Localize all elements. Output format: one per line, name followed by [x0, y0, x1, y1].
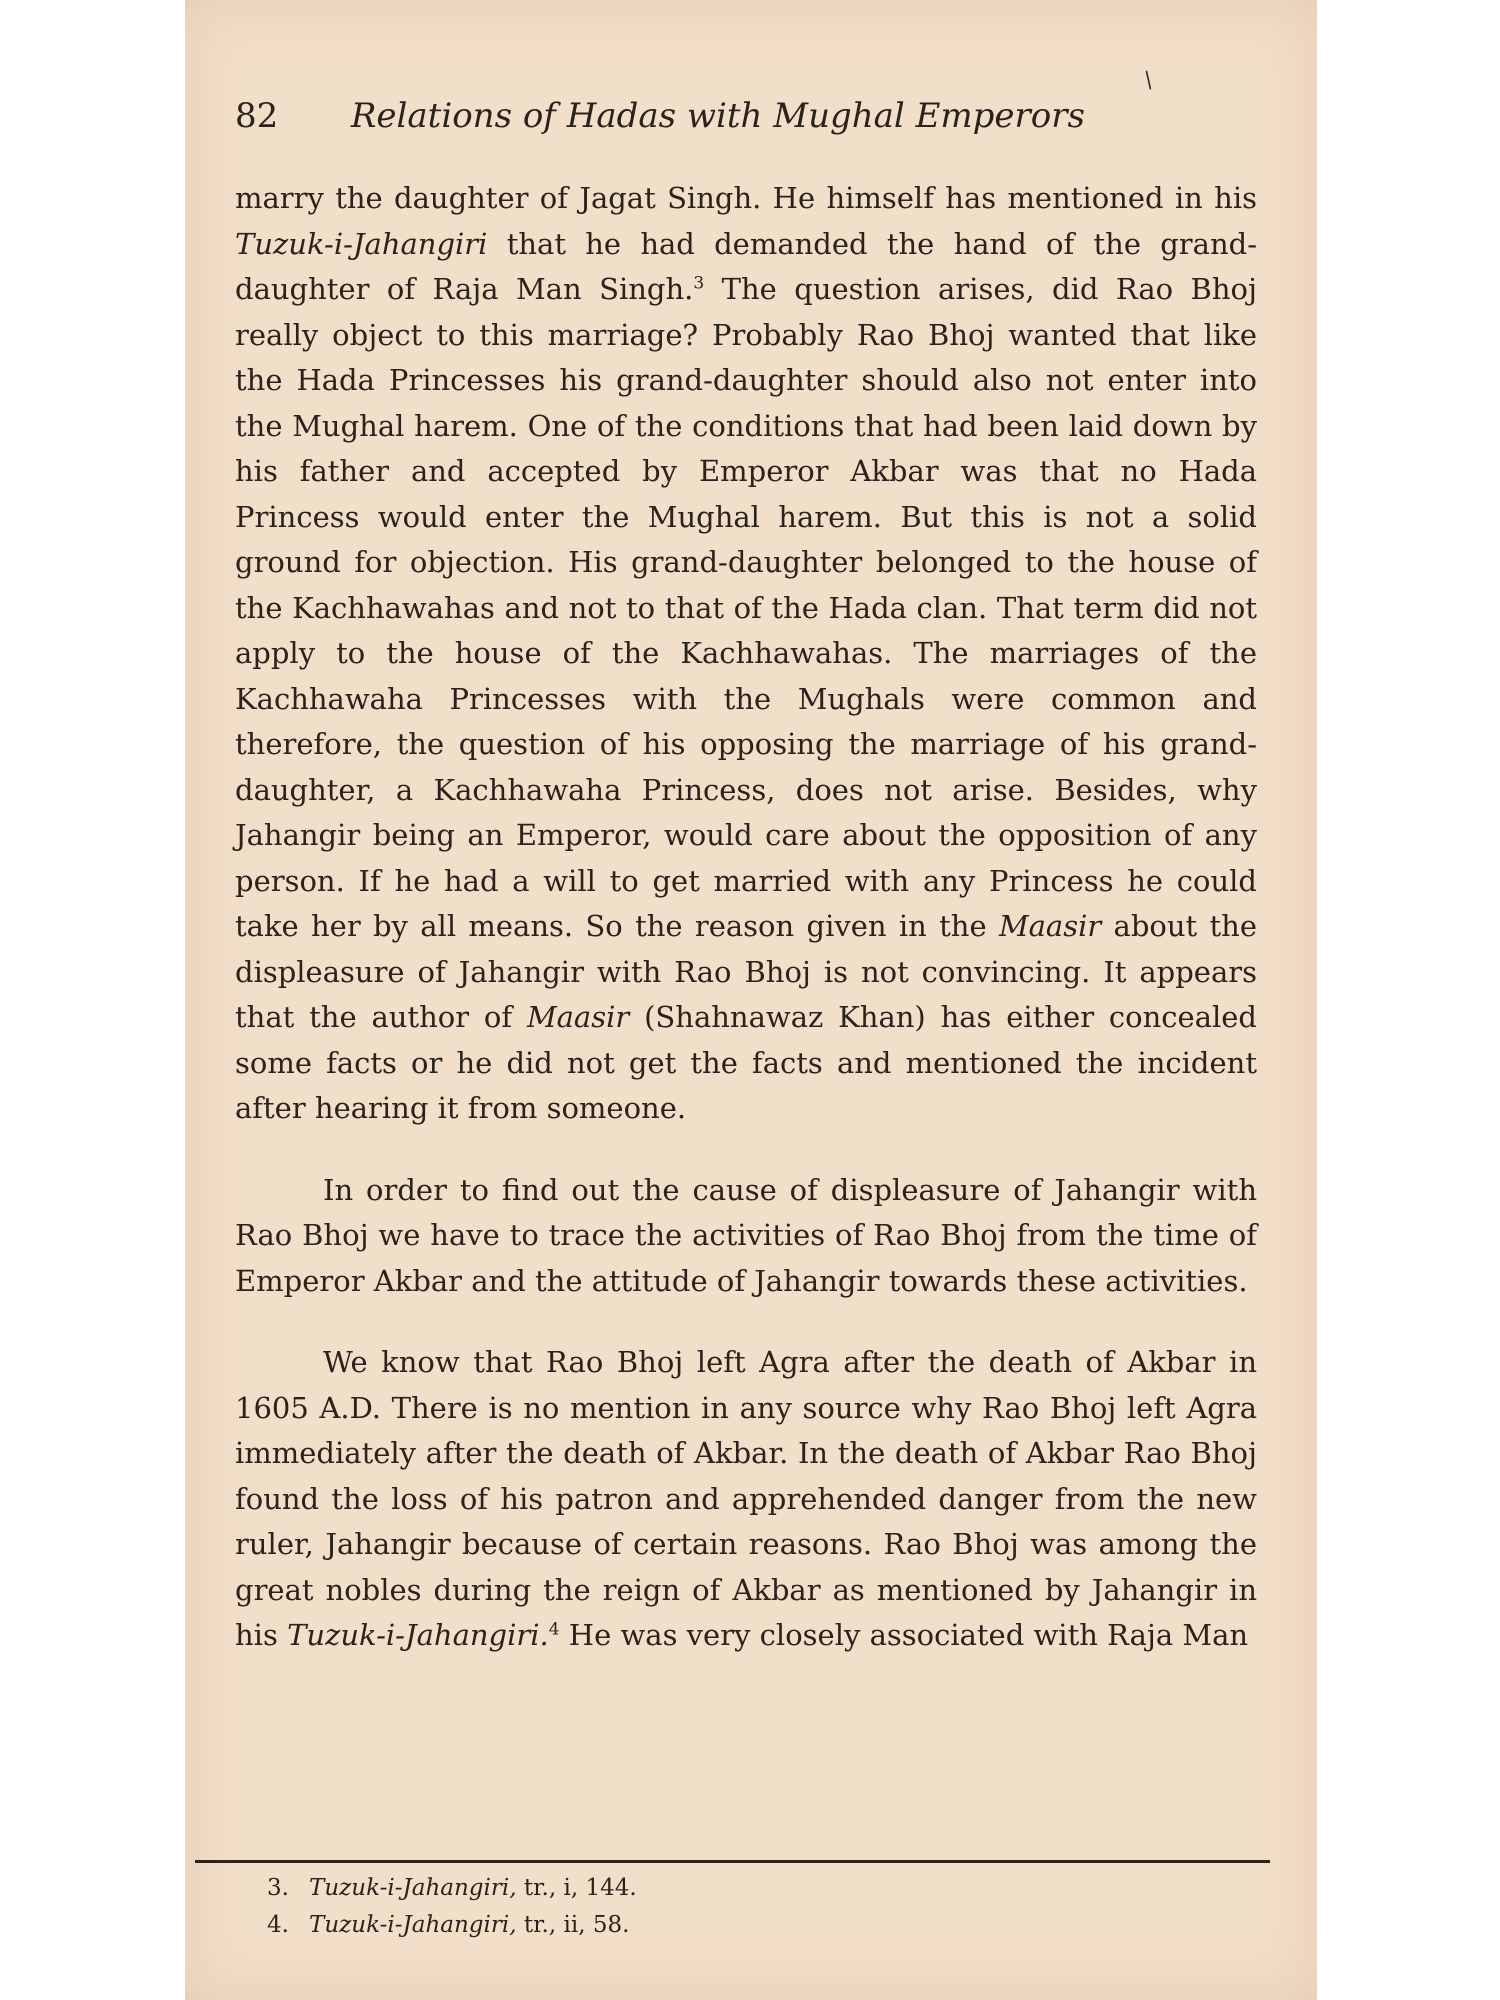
paragraph — [235, 1340, 1257, 1659]
text-run: about the displeasure of Jahangir with Rao Bhoj is not convincing. It appears that the author of — [235, 909, 1257, 1034]
footnote-marker: 3 — [693, 273, 705, 294]
footnote-divider — [195, 1860, 1270, 1863]
paragraph — [235, 1168, 1257, 1305]
running-title: Relations of Hadas with Mughal Emperors — [350, 96, 1085, 136]
text-run: We know that Rao Bhoj left Agra after the death of Akbar in 1605 A.D. There is no mention in any source why Rao Bhoj left Agra immediately after the death of Akbar. In the death of Akbar Rao Bhoj found the loss of his patron and apprehended danger from the new ruler, Jahangir because of certain reasons. Rao Bhoj was among the great nobles during the reign of Akbar as mentioned by Jahangir in his — [235, 1345, 1257, 1652]
italic-title: Tuzuk-i-Jahangiri. — [287, 1618, 549, 1652]
footnote-marker: 4 — [548, 1619, 560, 1640]
footnote-title: Tuzuk-i-Jahangiri, — [309, 1875, 517, 1901]
footnote-reference: tr., ii, 58. — [516, 1912, 630, 1938]
text-run: The question arises, did Rao Bhoj really object to this marriage? Probably Rao Bhoj wanted that like the Hada Princesses his grand-daughter should also not enter into the Mughal harem. One of the conditions that had been laid down by his father and accepted by Emperor Akbar was that no Hada Princess would enter the Mughal harem. But this is not a solid ground for objection. His grand-daughter belonged to the house of the Kachhawahas and not to that of the Hada clan. That term did not apply to the house of the Kachhawahas. The marriages of the Kachhawaha Princesses with the Mughals were common and therefore, the question of his opposing the marriage of his grand-daughter, a Kachhawaha Princess, does not arise. Besides, why Jahangir being an Emperor, would care about the opposition of any person. If he had a will to get married with any Princess he could take her by all means. So the reason given in the — [235, 272, 1258, 943]
text-run: (Shahnawaz Khan) has either concealed some facts or he did not get the facts and mentioned the incident after hearing it from someone. — [235, 1000, 1257, 1125]
page-header — [235, 92, 1235, 140]
italic-title: Maasir — [998, 909, 1102, 943]
footnote-reference: tr., i, 144. — [516, 1875, 637, 1901]
text-run: In order to find out the cause of displeasure of Jahangir with Rao Bhoj we have to trace the activities of Rao Bhoj from the time of Emperor Akbar and the attitude of Jahangir towards these activities. — [235, 1172, 1257, 1298]
footnote — [267, 1870, 1067, 1907]
book-page — [185, 0, 1317, 2000]
pencil-mark-icon: / — [1139, 67, 1159, 94]
page-number: 82 — [235, 96, 279, 136]
footnote — [267, 1907, 1067, 1944]
italic-title: Tuzuk-i-Jahangiri — [235, 226, 488, 261]
footnote-title: Tuzuk-i-Jahangiri, — [309, 1912, 517, 1938]
footnote-number: 4. — [267, 1912, 289, 1938]
text-run: He was very closely associated with Raja Man — [559, 1618, 1249, 1652]
footnote-number: 3. — [267, 1875, 289, 1901]
text-run: that he had demanded the hand of the grand-daughter of Raja Man Singh. — [235, 226, 1257, 306]
italic-title: Maasir — [526, 1000, 630, 1034]
body-text — [235, 176, 1257, 1659]
text-run: marry the daughter of Jagat Singh. He himself has mentioned in his — [235, 181, 1257, 215]
footnotes — [267, 1870, 1067, 1944]
paragraph — [235, 176, 1257, 1132]
